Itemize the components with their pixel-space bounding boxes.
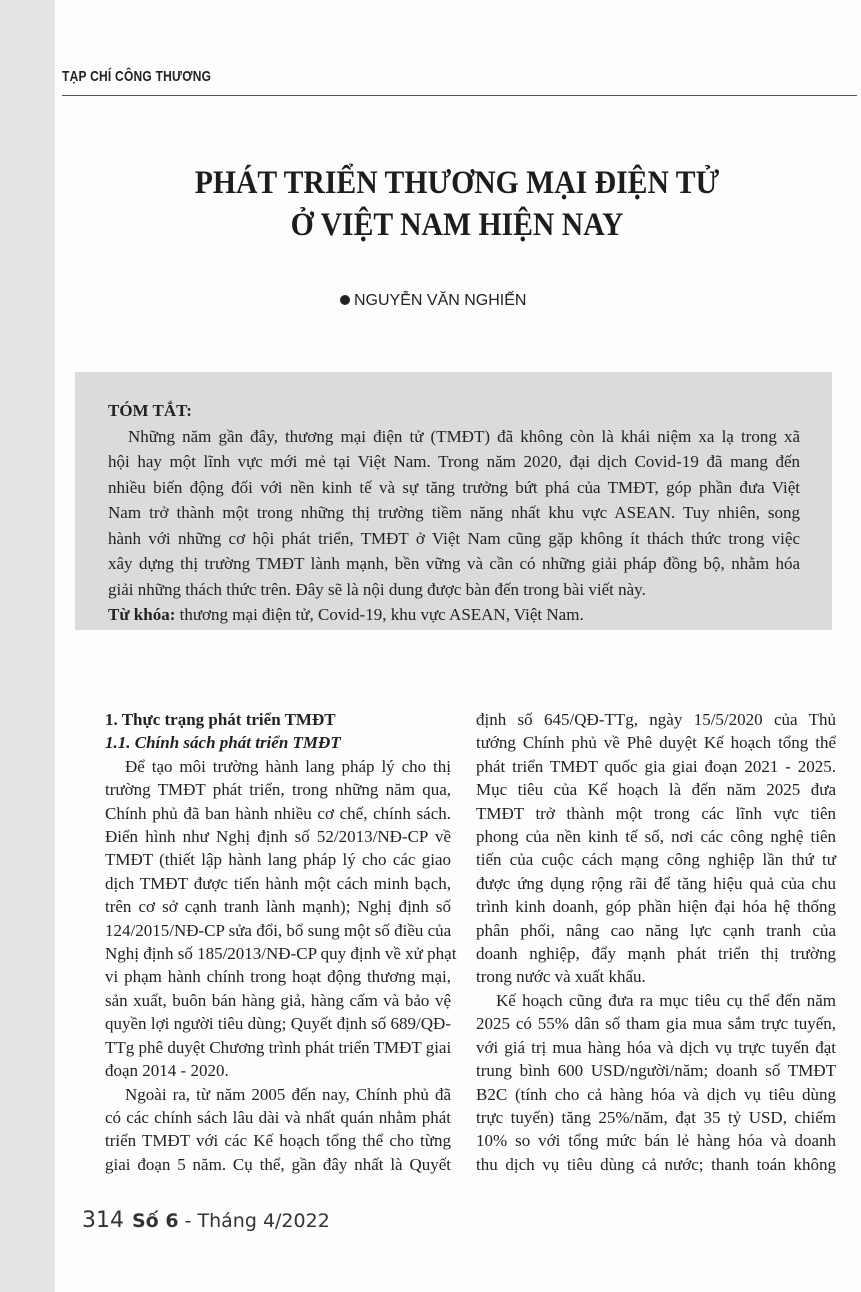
text-line: trong nước và xuất khẩu. xyxy=(476,967,646,987)
text-line: nhiều biến động đối với nền kinh tế và sự tăng trưởng bứt phá của TMĐT, góp phần đưa Việt xyxy=(108,477,800,497)
text-line: 1.1. Chính sách phát triển TMĐT xyxy=(105,733,341,753)
page-number: 314 xyxy=(82,1208,124,1233)
keywords-text: thương mại điện tử, Covid-19, khu vực ASEAN, Việt Nam. xyxy=(175,605,584,624)
text-line: xây dựng thị trường TMĐT lành mạnh, bền vững và cần có những giải pháp đồng bộ, nhằm hóa xyxy=(108,554,800,573)
text-line: 2025 có 55% dân số tham gia mua sắm trực tuyến, xyxy=(476,1014,836,1034)
text-line: Ngoài ra, từ năm 2005 đến nay, Chính phủ đã xyxy=(125,1084,451,1104)
right-column xyxy=(476,708,836,1176)
bullet-icon xyxy=(340,295,350,305)
text-line: triển TMĐT với các Kế hoạch tổng thể cho từng xyxy=(105,1131,451,1151)
author-name: NGUYỄN VĂN NGHIẾN xyxy=(354,292,527,309)
abstract-body xyxy=(108,424,800,603)
text-line: B2C (tính cho cả hàng hóa và dịch vụ tiêu dùng xyxy=(476,1084,836,1104)
text-line: giai đoạn 5 năm. Cụ thể, gần đây nhất là Quyết xyxy=(105,1154,451,1174)
article-title-line-2: Ở VIỆT NAM HIỆN NAY xyxy=(290,207,624,243)
text-line: đoạn 2014 - 2020. xyxy=(105,1061,229,1081)
text-line: trường TMĐT phát triển, trong những năm qua, xyxy=(105,780,451,800)
text-line: tướng Chính phủ về Phê duyệt Kế hoạch tổng thể xyxy=(476,733,836,753)
text-line: định số 645/QĐ-TTg, ngày 15/5/2020 của Thủ xyxy=(476,710,836,729)
text-line: tiến của cuộc cách mạng công nghiệp lần thứ tư xyxy=(476,850,836,870)
text-line: dịch TMĐT được tiến hành một cách minh bạch, xyxy=(105,873,451,893)
text-line: phân phối, nâng cao năng lực cạnh tranh của xyxy=(476,920,836,940)
text-line: 1. Thực trạng phát triển TMĐT xyxy=(105,710,336,729)
text-line: sản xuất, buôn bán hàng giả, hàng cấm và bảo vệ xyxy=(105,990,451,1010)
text-line: Mục tiêu của Kế hoạch là đến năm 2025 đưa xyxy=(476,780,836,800)
abstract-box xyxy=(75,372,832,630)
text-line: TMĐT (thiết lập hành lang pháp lý cho các giao xyxy=(105,850,451,870)
page-edge-strip xyxy=(0,0,55,1292)
journal-name: TẠP CHÍ CÔNG THƯƠNG xyxy=(62,68,212,85)
text-line: Nghị định số 185/2013/NĐ-CP quy định về xử phạt xyxy=(105,944,457,964)
text-line: Kế hoạch cũng đưa ra mục tiêu cụ thể đến năm xyxy=(496,990,836,1010)
author xyxy=(340,292,526,310)
text-line: TMĐT trở thành một trong các lĩnh vực tiên xyxy=(476,803,836,823)
text-line: Chính phủ đã ban hành nhiều cơ chế, chính sách. xyxy=(105,803,451,823)
text-line: 124/2015/NĐ-CP sửa đổi, bổ sung một số điều của xyxy=(105,920,452,940)
text-line: với giá trị mua hàng hóa và dịch vụ trực tuyến đạt xyxy=(476,1037,836,1057)
issue-date: - Tháng 4/2022 xyxy=(178,1210,330,1232)
text-line: thu dịch vụ tiêu dùng cả nước; thanh toán không xyxy=(476,1154,836,1174)
text-line: phong của nền kinh tế số, nơi các công nghệ tiên xyxy=(476,827,836,847)
issue-number: Số 6 xyxy=(132,1210,179,1232)
keywords-label: Từ khóa: xyxy=(108,605,176,624)
text-line: doanh nghiệp, đẩy mạnh phát triển thị trường xyxy=(476,944,836,964)
text-line: trình kinh doanh, góp phần hiện đại hóa hệ thống xyxy=(476,897,836,917)
left-column xyxy=(105,708,457,1176)
text-line: Nam trở thành một trong những thị trường tiềm năng nhất khu vực ASEAN. Tuy nhiên, song xyxy=(108,503,800,522)
article-title-line-1: PHÁT TRIỂN THƯƠNG MẠI ĐIỆN TỬ xyxy=(194,165,720,201)
text-line: vi phạm hành chính trong hoạt động thương mại, xyxy=(105,967,451,987)
text-line: trực tuyến) tăng 25%/năm, đạt 35 tỷ USD, chiếm xyxy=(476,1107,836,1127)
text-line: Những năm gần đây, thương mại điện tử (TMĐT) đã không còn là khái niệm xa lạ trong xã xyxy=(128,426,800,446)
text-line: trên cơ sở cạnh tranh lành mạnh); Nghị định số xyxy=(105,897,451,917)
text-line: hành với những cơ hội phát triển, TMĐT ở Việt Nam cũng gặp không ít thách thức trong việc xyxy=(108,528,800,548)
text-line: giải những thách thức trên. Đây sẽ là nội dung được bàn đến trong bài viết này. xyxy=(108,579,646,599)
text-line: TTg phê duyệt Chương trình phát triển TMĐT giai xyxy=(105,1037,452,1057)
text-line: hội hay một lĩnh vực mới mẻ tại Việt Nam. Trong năm 2020, đại dịch Covid-19 đã mang đến xyxy=(108,452,800,471)
page-footer xyxy=(82,1208,330,1233)
text-line: có các chính sách lâu dài và nhất quán nhằm phát xyxy=(105,1107,451,1127)
text-line: 10% so với tổng mức bán lẻ hàng hóa và doanh xyxy=(476,1131,836,1151)
text-line: Điển hình như Nghị định số 52/2013/NĐ-CP về xyxy=(105,827,451,847)
header-rule xyxy=(62,95,857,96)
keywords xyxy=(108,602,800,628)
text-line: Để tạo môi trường hành lang pháp lý cho thị xyxy=(125,756,451,776)
abstract-heading: TÓM TẮT: xyxy=(108,401,192,420)
text-line: quyền lợi người tiêu dùng; Quyết định số 689/QĐ- xyxy=(105,1014,451,1034)
text-line: trung bình 600 USD/người/năm; doanh số TMĐT xyxy=(476,1061,836,1081)
text-line: được ứng dụng rộng rãi để tăng hiệu quả của chu xyxy=(476,873,836,893)
text-line: phát triển TMĐT quốc gia giai đoạn 2021 - 2025. xyxy=(476,756,836,776)
